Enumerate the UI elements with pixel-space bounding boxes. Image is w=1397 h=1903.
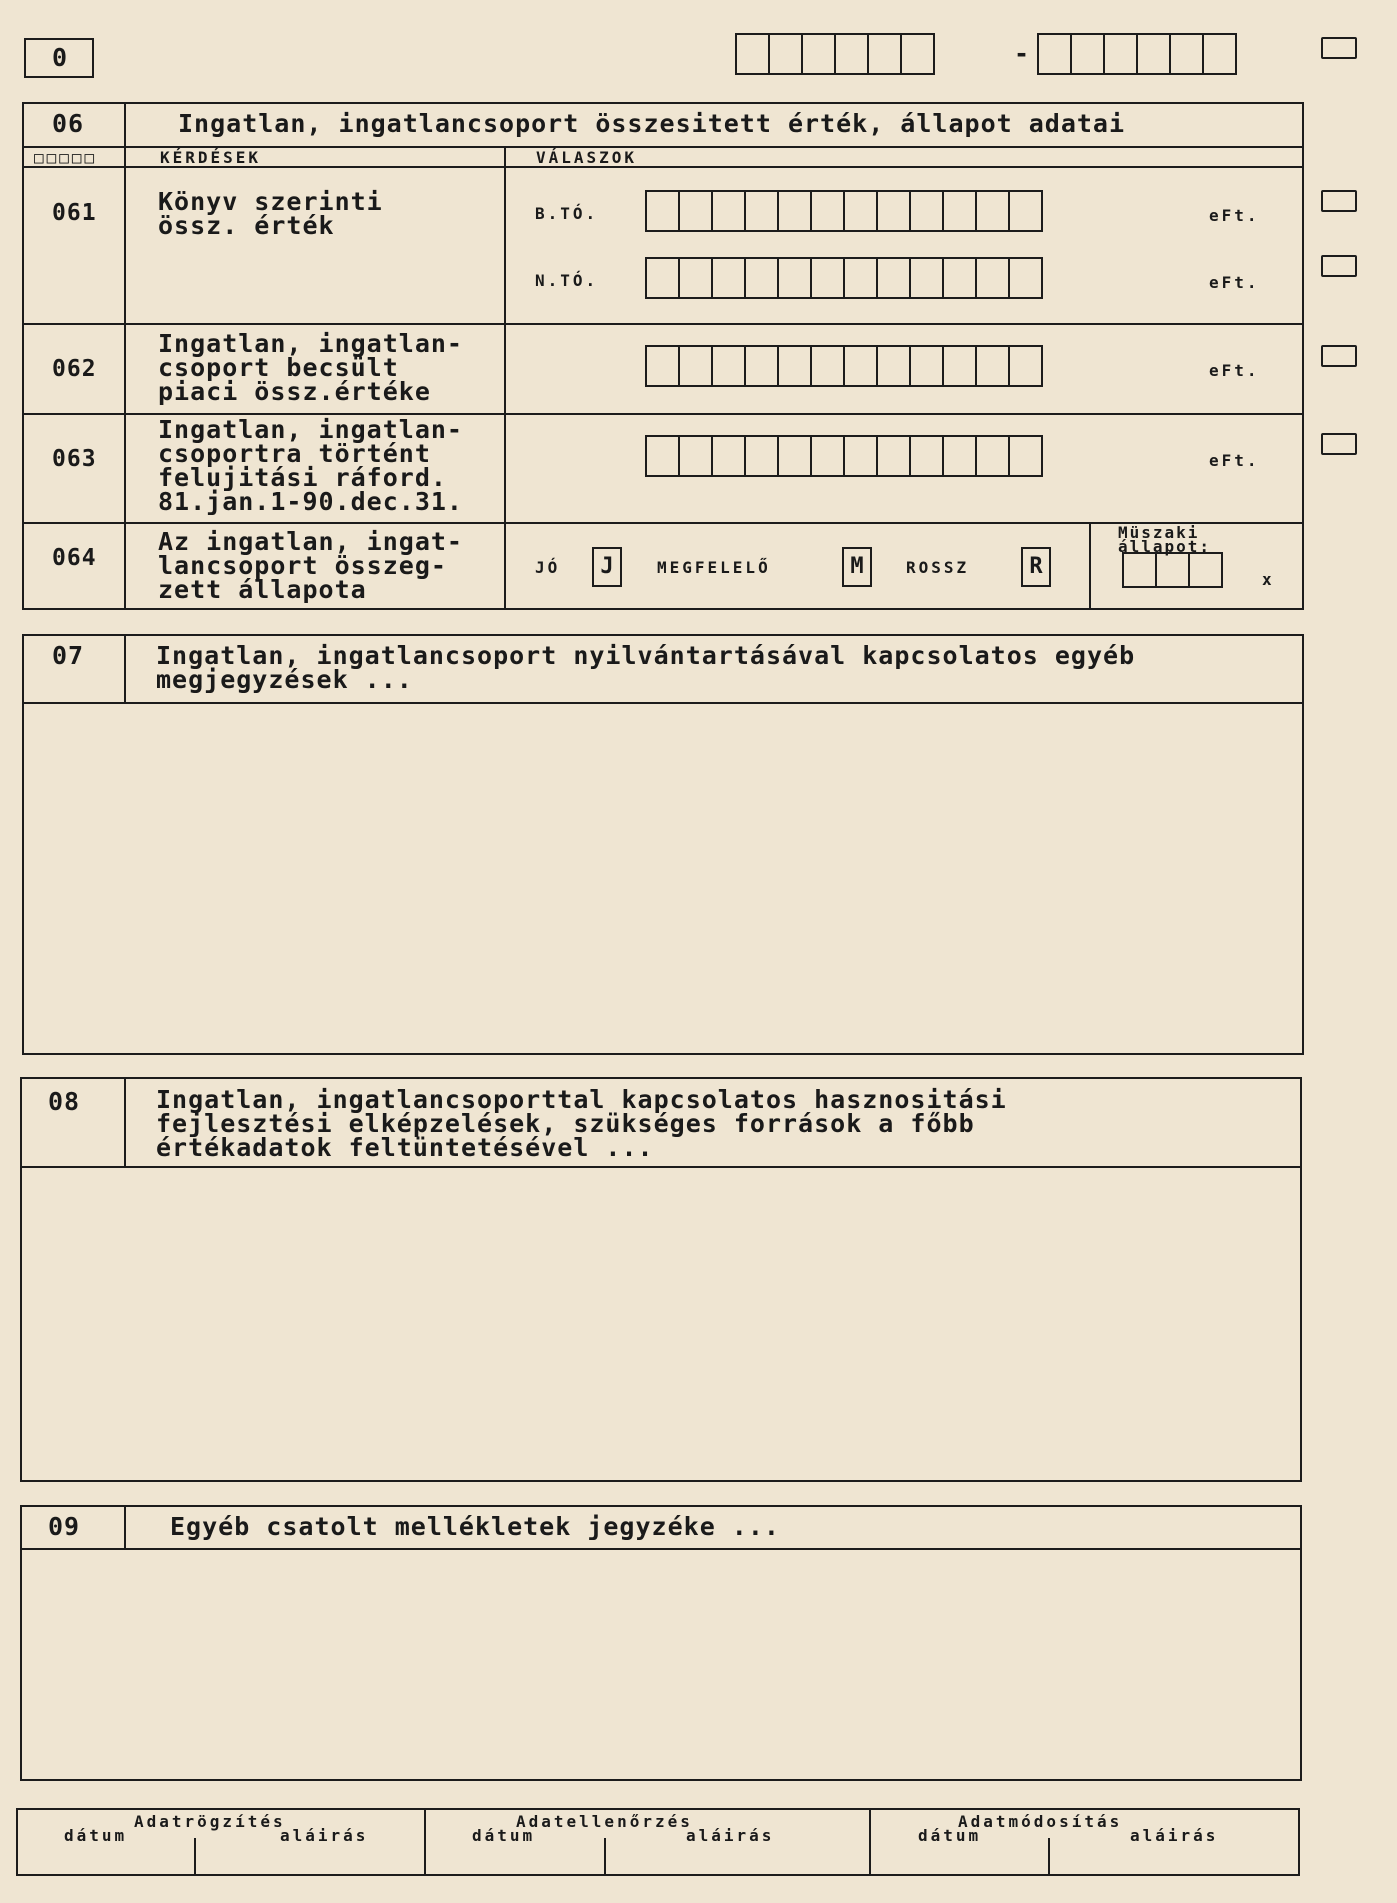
col-code-header: □□□□□ bbox=[34, 148, 98, 167]
footer-modify-sign: aláirás bbox=[1130, 1826, 1219, 1845]
row-062-cells[interactable] bbox=[645, 345, 1041, 387]
row-064-code: 064 bbox=[52, 545, 97, 571]
footer-modify-sign-field[interactable] bbox=[1052, 1846, 1298, 1874]
tech-state-label: Müszaki állapot: bbox=[1118, 523, 1212, 556]
section-08-notes-area[interactable] bbox=[22, 1168, 1300, 1480]
row-061-code: 061 bbox=[52, 200, 97, 226]
condition-ok-label: MEGFELELŐ bbox=[657, 558, 771, 577]
condition-good-box[interactable]: J bbox=[592, 547, 622, 587]
footer-check-sign-field[interactable] bbox=[608, 1846, 867, 1874]
section-06-number: 06 bbox=[52, 109, 85, 138]
row-061-question: Könyv szerinti össz. érték bbox=[158, 187, 383, 240]
row-063-code: 063 bbox=[52, 446, 97, 472]
footer-entry-date: dátum bbox=[64, 1826, 128, 1845]
condition-bad-label: ROSSZ bbox=[906, 558, 970, 577]
section-07-title: Ingatlan, ingatlancsoport nyilvántartásával kapcsolatos egyéb megjegyzések ... bbox=[156, 641, 1136, 694]
row-062-question: Ingatlan, ingatlan- csoport becsült piaci össz.értéke bbox=[158, 329, 463, 406]
tick-box-063[interactable] bbox=[1321, 433, 1357, 455]
footer-modify-date-field[interactable] bbox=[871, 1846, 1046, 1874]
section-07-number: 07 bbox=[52, 641, 85, 670]
tick-box-header[interactable] bbox=[1321, 37, 1357, 59]
tick-box-061-n[interactable] bbox=[1321, 255, 1357, 277]
row-063-unit: eFt. bbox=[1209, 451, 1260, 470]
footer-modify-heading: Adatmódosítás bbox=[958, 1812, 1123, 1831]
footer-entry-heading: Adatrögzítés bbox=[134, 1812, 286, 1831]
section-06-title: Ingatlan, ingatlancsoport összesitett érték, állapot adatai bbox=[178, 109, 1126, 138]
footer-entry-date-field[interactable] bbox=[18, 1846, 192, 1874]
row-061-b-cells[interactable] bbox=[645, 190, 1041, 232]
tech-state-cells[interactable] bbox=[1122, 552, 1221, 588]
tick-box-062[interactable] bbox=[1321, 345, 1357, 367]
row-063-cells[interactable] bbox=[645, 435, 1041, 477]
section-08-title: Ingatlan, ingatlancsoporttal kapcsolatos hasznositási fejlesztési elképzelések, szükséges források a főbb értékadatok feltüntetésével ... bbox=[156, 1085, 1007, 1162]
footer-entry-sign-field[interactable] bbox=[198, 1846, 422, 1874]
row-062-unit: eFt. bbox=[1209, 361, 1260, 380]
tick-box-061-b[interactable] bbox=[1321, 190, 1357, 212]
id-cells-left[interactable] bbox=[735, 33, 933, 75]
footer-modify-date: dátum bbox=[918, 1826, 982, 1845]
section-08-number: 08 bbox=[48, 1087, 81, 1116]
row-061-n-unit: eFt. bbox=[1209, 273, 1260, 292]
section-09-title: Egyéb csatolt mellékletek jegyzéke ... bbox=[170, 1512, 780, 1541]
footer-check-date: dátum bbox=[472, 1826, 536, 1845]
row-062-code: 062 bbox=[52, 356, 97, 382]
row-061-b-unit: eFt. bbox=[1209, 206, 1260, 225]
row-064-question: Az ingatlan, ingat- lancsoport összeg- zett állapota bbox=[158, 527, 463, 604]
row-061-n-label: N.TÓ. bbox=[535, 271, 599, 290]
tech-state-multiplier: x bbox=[1262, 570, 1275, 589]
condition-bad-box[interactable]: R bbox=[1021, 547, 1051, 587]
section-07-notes-area[interactable] bbox=[24, 704, 1302, 1053]
condition-ok-box[interactable]: M bbox=[842, 547, 872, 587]
row-061-b-label: B.TÓ. bbox=[535, 204, 599, 223]
col-answers-header: VÁLASZOK bbox=[536, 148, 638, 167]
col-questions-header: KÉRDÉSEK bbox=[160, 148, 262, 167]
footer-check-heading: Adatellenőrzés bbox=[516, 1812, 693, 1831]
row-061-n-cells[interactable] bbox=[645, 257, 1041, 299]
condition-good-label: JÓ bbox=[535, 558, 561, 577]
id-dash: - bbox=[1014, 39, 1031, 68]
row-063-question: Ingatlan, ingatlan- csoportra történt felujitási ráford. 81.jan.1-90.dec.31. bbox=[158, 415, 463, 516]
footer-check-date-field[interactable] bbox=[426, 1846, 602, 1874]
section-09-list-area[interactable] bbox=[22, 1550, 1300, 1779]
form-code: 0 bbox=[52, 43, 69, 72]
section-09-number: 09 bbox=[48, 1512, 81, 1541]
footer-entry-sign: aláirás bbox=[280, 1826, 369, 1845]
footer-check-sign: aláirás bbox=[686, 1826, 775, 1845]
id-cells-right[interactable] bbox=[1037, 33, 1235, 75]
